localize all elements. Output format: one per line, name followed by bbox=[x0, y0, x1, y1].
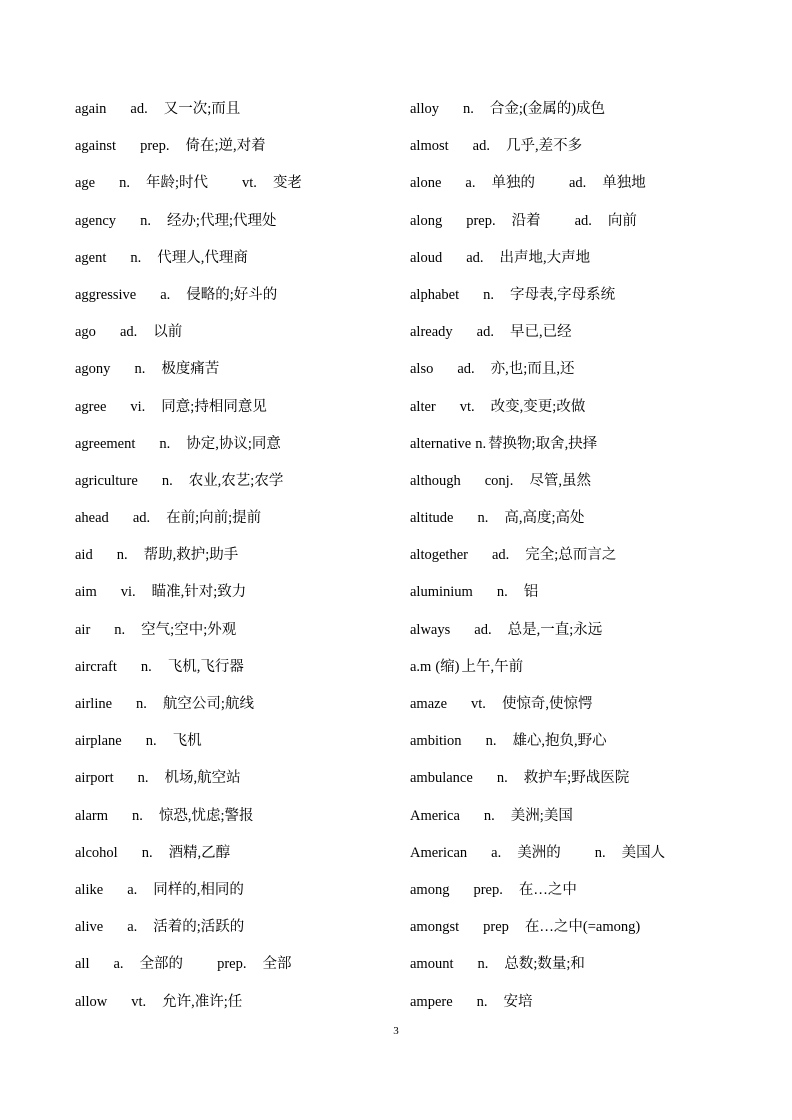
entry-word: ampere bbox=[410, 993, 453, 1010]
vocab-entry bbox=[75, 503, 375, 540]
part-of-speech: a. bbox=[113, 956, 124, 973]
definition: 瞄准,针对;致力 bbox=[151, 584, 247, 601]
definition: 同意;持相同意见 bbox=[161, 398, 267, 415]
part-of-speech: a. bbox=[491, 844, 502, 861]
entry-word: amaze bbox=[410, 696, 448, 712]
entry-word: also bbox=[410, 361, 434, 378]
vocab-entry bbox=[410, 875, 730, 912]
entry-word: agent bbox=[75, 249, 107, 266]
part-of-speech: ad. bbox=[457, 361, 475, 378]
entry-word: alphabet bbox=[410, 286, 460, 303]
entry-word: among bbox=[410, 881, 450, 898]
part-of-speech: vi. bbox=[130, 398, 146, 415]
part-of-speech: n. bbox=[141, 844, 153, 861]
definition: 经办;代理;代理处 bbox=[166, 212, 277, 229]
entry-word: along bbox=[410, 212, 443, 229]
vocab-entry bbox=[75, 949, 375, 986]
definition: 又一次;而且 bbox=[163, 101, 241, 117]
entry-word: aim bbox=[75, 584, 97, 601]
vocab-entry bbox=[410, 354, 730, 391]
vocab-entry bbox=[75, 838, 375, 875]
definition: 倚在;逆,对着 bbox=[185, 138, 266, 155]
entry-word: ambition bbox=[410, 733, 462, 750]
vocab-entry bbox=[75, 243, 375, 280]
vocab-entry bbox=[410, 94, 730, 131]
entry-word: always bbox=[410, 621, 451, 638]
vocab-entry bbox=[410, 280, 730, 317]
entry-word: aluminium bbox=[410, 584, 473, 601]
definition: 在…之中 bbox=[518, 881, 577, 898]
vocab-entry bbox=[410, 392, 730, 429]
part-of-speech: prep. bbox=[473, 881, 503, 898]
vocab-entry bbox=[410, 243, 730, 280]
part-of-speech: (缩) bbox=[435, 658, 460, 675]
part-of-speech: n. bbox=[463, 101, 474, 117]
definition: 总是,一直;永远 bbox=[507, 621, 603, 638]
part-of-speech: vi. bbox=[120, 584, 136, 601]
definition: 酒精,乙醇 bbox=[168, 844, 231, 861]
page-number: 3 bbox=[393, 1025, 399, 1037]
definition: 年龄;时代 bbox=[146, 175, 209, 192]
vocab-entry bbox=[75, 354, 375, 391]
definition: 全部 bbox=[262, 956, 292, 973]
entry-word: American bbox=[410, 844, 468, 861]
definition: 允许,准许;任 bbox=[162, 993, 243, 1010]
definition: 上午,午前 bbox=[461, 658, 524, 675]
definition: 沿着 bbox=[511, 212, 541, 229]
part-of-speech: n. bbox=[137, 770, 149, 787]
entry-word: ahead bbox=[75, 510, 109, 527]
definition: 高,高度;高处 bbox=[504, 510, 585, 527]
part-of-speech: n. bbox=[116, 547, 128, 564]
vocab-entry bbox=[75, 801, 375, 838]
part-of-speech: vt. bbox=[471, 696, 486, 712]
part-of-speech: prep bbox=[483, 919, 509, 936]
part-of-speech: n. bbox=[594, 844, 606, 861]
vocab-entry bbox=[75, 652, 375, 689]
part-of-speech: n. bbox=[477, 510, 489, 527]
entry-word: agree bbox=[75, 398, 107, 415]
entry-word: agreement bbox=[75, 435, 136, 452]
vocab-entry bbox=[75, 987, 375, 1024]
vocab-entry bbox=[410, 577, 730, 614]
part-of-speech: n. bbox=[140, 212, 151, 229]
entry-word: air bbox=[75, 621, 91, 638]
vocab-entry bbox=[410, 466, 730, 503]
definition: 帮助,救护;助手 bbox=[143, 547, 239, 564]
entry-word: aircraft bbox=[75, 658, 117, 675]
vocab-entry bbox=[75, 466, 375, 503]
part-of-speech: n. bbox=[140, 658, 152, 675]
entry-word: amount bbox=[410, 956, 454, 973]
definition: 同样的,相同的 bbox=[153, 881, 244, 898]
vocab-entry bbox=[75, 280, 375, 317]
entry-word: almost bbox=[410, 138, 449, 155]
part-of-speech: prep. bbox=[466, 212, 496, 229]
entry-word: agency bbox=[75, 212, 117, 229]
vocab-entry bbox=[75, 392, 375, 429]
definition: 完全;总而言之 bbox=[525, 547, 617, 564]
entry-word: alloy bbox=[410, 101, 439, 117]
part-of-speech: ad. bbox=[574, 212, 592, 229]
entry-word: aloud bbox=[410, 249, 443, 266]
definition: 全部的 bbox=[139, 956, 184, 973]
entry-word: airline bbox=[75, 696, 113, 712]
definition: 美国人 bbox=[621, 844, 666, 861]
entry-word: again bbox=[75, 101, 107, 117]
part-of-speech: ad. bbox=[491, 547, 510, 564]
vocab-entry bbox=[75, 912, 375, 949]
part-of-speech: ad. bbox=[132, 510, 151, 527]
definition: 活着的;活跃的 bbox=[153, 919, 245, 936]
entry-word: altogether bbox=[410, 547, 468, 564]
entry-word: all bbox=[75, 956, 90, 973]
part-of-speech: n. bbox=[132, 807, 143, 824]
definition: 出声地,大声地 bbox=[499, 249, 591, 266]
entry-word: a.m bbox=[410, 658, 432, 675]
definition: 尽管,虽然 bbox=[529, 472, 591, 489]
definition: 惊恐,忧虑;警报 bbox=[158, 807, 254, 824]
part-of-speech: ad. bbox=[476, 324, 494, 341]
entry-word: agriculture bbox=[75, 472, 138, 489]
part-of-speech: vt. bbox=[242, 175, 257, 192]
entry-word: amongst bbox=[410, 919, 460, 936]
definition: 协定,协议;同意 bbox=[186, 435, 281, 452]
part-of-speech: n. bbox=[485, 733, 497, 750]
vocab-entry bbox=[410, 763, 730, 800]
part-of-speech: a. bbox=[127, 919, 138, 936]
vocab-entry bbox=[75, 615, 375, 652]
definition: 美洲的 bbox=[517, 844, 561, 861]
vocab-entry bbox=[75, 763, 375, 800]
definition: 极度痛苦 bbox=[161, 361, 220, 378]
entry-word: airplane bbox=[75, 733, 122, 750]
definition: 航空公司;航线 bbox=[162, 696, 254, 712]
definition: 几乎,差不多 bbox=[505, 138, 583, 155]
part-of-speech: n. bbox=[483, 807, 495, 824]
part-of-speech: n. bbox=[496, 584, 508, 601]
part-of-speech: n. bbox=[114, 621, 126, 638]
definition: 空气;空中;外观 bbox=[141, 621, 237, 638]
part-of-speech: n. bbox=[475, 435, 487, 452]
entry-word: altitude bbox=[410, 510, 454, 527]
vocab-entry bbox=[75, 168, 375, 205]
vocab-entry bbox=[410, 652, 730, 689]
entry-word: alter bbox=[410, 398, 436, 415]
entry-word: against bbox=[75, 138, 117, 155]
definition: 飞机,飞行器 bbox=[167, 658, 244, 675]
part-of-speech: ad. bbox=[130, 101, 148, 117]
entry-word: America bbox=[410, 807, 460, 824]
definition: 变老 bbox=[272, 175, 302, 192]
part-of-speech: ad. bbox=[472, 138, 490, 155]
definition: 农业,农艺;农学 bbox=[188, 472, 284, 489]
vocab-entry bbox=[75, 317, 375, 354]
part-of-speech: n. bbox=[161, 472, 173, 489]
entry-word: allow bbox=[75, 993, 108, 1010]
definition: 单独的 bbox=[491, 175, 535, 192]
vocab-entry bbox=[75, 131, 375, 168]
vocab-entry bbox=[75, 577, 375, 614]
vocab-entry bbox=[410, 912, 730, 949]
vocab-entry bbox=[75, 875, 375, 912]
definition: 使惊奇,使惊愕 bbox=[501, 696, 593, 712]
part-of-speech: conj. bbox=[484, 472, 514, 489]
definition: 雄心,抱负,野心 bbox=[512, 733, 607, 750]
entry-word: aggressive bbox=[75, 286, 137, 303]
vocab-entry bbox=[410, 206, 730, 243]
definition: 在…之中(=among) bbox=[524, 919, 641, 936]
vocab-entry bbox=[410, 949, 730, 986]
vocab-entry bbox=[410, 168, 730, 205]
part-of-speech: n. bbox=[483, 286, 494, 303]
right-column bbox=[410, 94, 730, 1024]
vocab-entry bbox=[410, 429, 730, 466]
definition: 总数;数量;和 bbox=[504, 956, 585, 973]
part-of-speech: ad. bbox=[474, 621, 492, 638]
left-column bbox=[75, 94, 375, 1024]
part-of-speech: ad. bbox=[119, 324, 138, 341]
vocab-entry bbox=[75, 206, 375, 243]
part-of-speech: n. bbox=[119, 175, 130, 192]
entry-word: alike bbox=[75, 881, 104, 898]
definition: 以前 bbox=[153, 324, 183, 341]
part-of-speech: n. bbox=[496, 770, 508, 787]
part-of-speech: n. bbox=[476, 993, 488, 1010]
vocab-entry bbox=[410, 540, 730, 577]
entry-word: age bbox=[75, 175, 96, 192]
part-of-speech: prep. bbox=[217, 956, 247, 973]
part-of-speech: ad. bbox=[466, 249, 484, 266]
entry-word: airport bbox=[75, 770, 114, 787]
entry-word: aid bbox=[75, 547, 93, 564]
vocab-entry bbox=[410, 689, 730, 726]
part-of-speech: a. bbox=[465, 175, 476, 192]
definition: 向前 bbox=[607, 212, 637, 229]
entry-word: ago bbox=[75, 324, 96, 341]
vocab-entry bbox=[75, 689, 375, 726]
vocab-entry bbox=[75, 726, 375, 763]
definition: 单独地 bbox=[602, 175, 646, 192]
definition: 字母表,字母系统 bbox=[510, 286, 616, 303]
entry-word: although bbox=[410, 472, 461, 489]
vocab-entry bbox=[410, 615, 730, 652]
vocab-entry bbox=[75, 429, 375, 466]
vocab-entry bbox=[410, 131, 730, 168]
definition: 救护车;野战医院 bbox=[523, 770, 630, 787]
entry-word: alcohol bbox=[75, 844, 118, 861]
definition: 替换物;取舍,抉择 bbox=[488, 435, 598, 452]
vocab-entry bbox=[75, 540, 375, 577]
definition: 美洲;美国 bbox=[510, 807, 573, 824]
definition: 早已,已经 bbox=[509, 324, 572, 341]
entry-word: alone bbox=[410, 175, 442, 192]
part-of-speech: ad. bbox=[568, 175, 587, 192]
entry-word: alternative bbox=[410, 435, 472, 452]
definition: 安培 bbox=[503, 993, 533, 1010]
definition: 代理人,代理商 bbox=[157, 249, 248, 266]
vocab-entry bbox=[410, 726, 730, 763]
part-of-speech: n. bbox=[145, 733, 157, 750]
entry-word: agony bbox=[75, 361, 111, 378]
vocab-entry bbox=[410, 838, 730, 875]
part-of-speech: n. bbox=[136, 696, 147, 712]
vocab-entry bbox=[410, 801, 730, 838]
vocab-entry bbox=[410, 987, 730, 1024]
vocab-entry bbox=[410, 317, 730, 354]
definition: 铝 bbox=[523, 584, 539, 601]
part-of-speech: n. bbox=[130, 249, 142, 266]
definition: 合金;(金属的)成色 bbox=[489, 101, 606, 117]
part-of-speech: n. bbox=[477, 956, 489, 973]
definition: 飞机 bbox=[172, 733, 202, 750]
entry-word: ambulance bbox=[410, 770, 473, 787]
vocab-entry bbox=[75, 94, 375, 131]
entry-word: alarm bbox=[75, 807, 109, 824]
definition: 侵略的;好斗的 bbox=[186, 286, 278, 303]
definition: 亦,也;而且,还 bbox=[490, 361, 575, 378]
definition: 在前;向前;提前 bbox=[166, 510, 262, 527]
part-of-speech: n. bbox=[159, 435, 171, 452]
part-of-speech: a. bbox=[160, 286, 171, 303]
part-of-speech: n. bbox=[134, 361, 146, 378]
part-of-speech: vt. bbox=[459, 398, 475, 415]
part-of-speech: vt. bbox=[131, 993, 147, 1010]
entry-word: already bbox=[410, 324, 453, 341]
part-of-speech: a. bbox=[127, 881, 138, 898]
definition: 机场,航空站 bbox=[164, 770, 241, 787]
entry-word: alive bbox=[75, 919, 104, 936]
part-of-speech: prep. bbox=[140, 138, 170, 155]
definition: 改变,变更;改做 bbox=[490, 398, 586, 415]
vocab-entry bbox=[410, 503, 730, 540]
